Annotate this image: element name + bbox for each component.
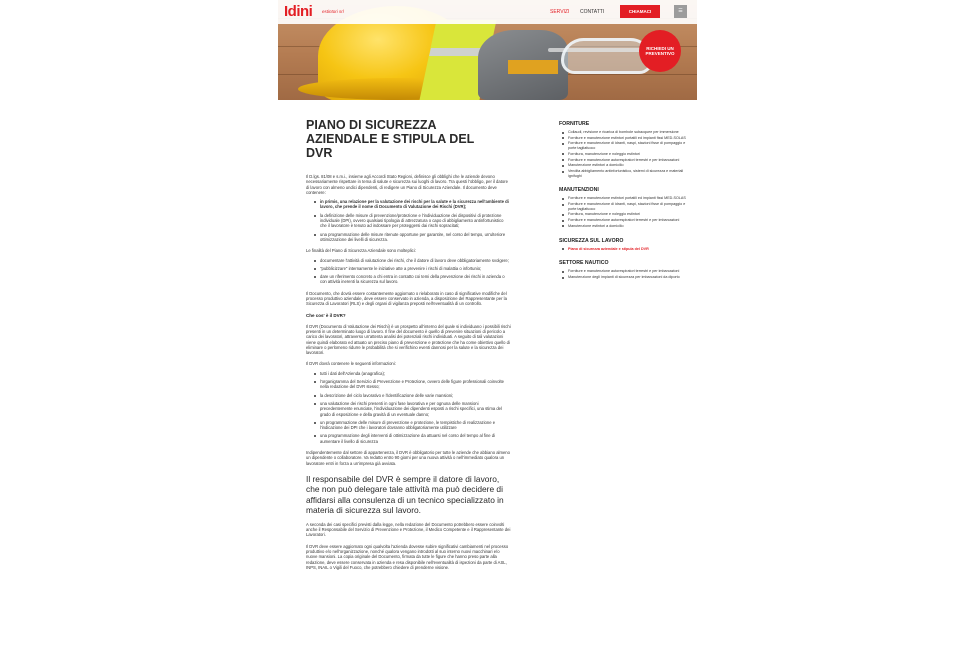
chiamaci-button[interactable]: CHIAMACI: [620, 5, 660, 18]
sidebar-link[interactable]: Manutenzione degli impianti di sicurezza per imbarcazioni da diporto: [562, 275, 694, 280]
list-item: tutti i dati dell'Azienda (anagrafica);: [314, 371, 511, 376]
dvr-subheading: Che cos' è il DVR?: [306, 312, 346, 318]
sidebar-link[interactable]: Fornitura, manutenzione e noleggio estintori: [562, 212, 694, 217]
list-item: documentare l'attività di valutazione dei rischi, che il datore di lavoro deve obbligatoriamente svolgere;: [314, 258, 511, 263]
sidebar-list-sicurezza: [562, 247, 694, 252]
sidebar-list-manutenzioni: [562, 196, 694, 228]
sidebar-link[interactable]: Fornitura, manutenzione e noleggio estintori: [562, 152, 694, 157]
list-item: una programmazione degli interventi di ottimizzazione da attuarsi nel corso del tempo al fine di aumentare il livello di sicurezza: [314, 433, 511, 444]
sidebar-heading-nautico: SETTORE NAUTICO: [559, 260, 609, 267]
nav-servizi[interactable]: SERVIZI: [550, 9, 570, 15]
sidebar-link[interactable]: Forniture e manutenzione estintori portatili ed impianti fissi MED-SOLAS: [562, 196, 694, 201]
intro-list: [314, 199, 511, 242]
sidebar-link[interactable]: Forniture e manutenzione di idranti, naspi, stazioni fisse di pompaggio e porte tagliafuoco: [562, 141, 694, 150]
list-item: l'organigramma del Servizio di Prevenzione e Protezione, ovvero delle figure professionali coinvolte nella redazione del DVR stesso;: [314, 379, 511, 390]
list-item: dare un riferimento concreto a chi entra in contatto coi temi della prevenzione dei rischi in azienda o con attività inerenti la sicurezza sul lavoro.: [314, 274, 511, 285]
list-item: "pubblicizzare" internamente le iniziative atte a prevenire i rischi di malattia o infortunio;: [314, 266, 511, 271]
documento-paragraph: Il Documento, che dovrà essere costantemente aggiornato o rielaborato in caso di significative modifiche del processo produttivo aziendale, deve essere conservato in azienda, a disposizione del Rappresentante per la Sicurezza di Lavoratori (RLS) e degli organi di vigilanza preposti nell'eventualità di un controllo.: [306, 290, 507, 307]
indipendentemente-paragraph: Indipendentemente dal settore di appartenenza, il DVR è obbligatorio per tutte le aziende che abbiano almeno un dipendente o collaboratore. Va redatto entro 90 giorni per una nuova attività o nell'immediato qualora un lavoratore entri in forza a un'impresa già avviata.: [306, 449, 510, 466]
sidebar-link-active[interactable]: Piano di sicurezza aziendale e stipula del DVR: [562, 247, 694, 252]
richiedi-preventivo-button[interactable]: RICHIEDI UN PREVENTIVO: [639, 30, 681, 72]
sidebar-heading-forniture: FORNITURE: [559, 121, 590, 127]
sidebar-link[interactable]: Forniture e manutenzione di idranti, naspi, stazioni fisse di pompaggio e porte tagliafuoco: [562, 202, 694, 211]
page-title: PIANO DI SICUREZZA AZIENDALE E STIPULA DEL DVR: [306, 118, 475, 160]
sidebar-list-nautico: [562, 269, 694, 279]
sidebar: [559, 121, 694, 281]
seconda-paragraph: A seconda dei casi specifici previsti dalla legge, nella redazione del Documento potrebbero essere coinvolti anche il Responsabile del Servizio di Prevenzione e Protezione, il Medico Competente e il Rappresentante dei Lavoratori.: [306, 521, 511, 538]
sidebar-link[interactable]: Vendita abbigliamento antinfortunistico, sistemi di sicurezza e materiali ignifughi: [562, 169, 694, 178]
page: [278, 0, 697, 650]
sidebar-link[interactable]: Forniture e manutenzione estintori portatili ed impianti fissi MED-SOLAS: [562, 136, 694, 141]
hamburger-menu-icon[interactable]: ☰: [674, 5, 687, 18]
list-item: la descrizione del ciclo lavorativo e l'identificazione delle varie mansioni;: [314, 393, 511, 398]
glove-cuff-image: [508, 60, 558, 74]
hero-banner: [278, 0, 697, 100]
contenere-list: [314, 371, 511, 444]
finalita-paragraph: Le finalità del Piano di Sicurezza Aziendale sono molteplici:: [306, 248, 416, 254]
dvr-paragraph: Il DVR (Documento di Valutazione dei Rischi) è un prospetto all'interno del quale si individuano i possibili rischi presenti in un determinato luogo di lavoro. Il fine del documento è quello di prevenire situazioni di pericolo a carico dei lavoratori, attraverso un'attenta analisi dei potenziali rischi individuati. A seguito di tali valutazioni viene quindi elaborato ed attuato un preciso piano di prevenzione e protezione che ha come obiettivo quello di eliminare o perlomeno ridurre le probabilità che si verifichino eventi dannosi per la salute e la sicurezza dei lavoratori.: [306, 323, 511, 356]
contenere-paragraph: Il DVR dovrà contenere le seguenti informazioni:: [306, 361, 396, 367]
list-item: una valutazione dei rischi presenti in ogni fase lavorativa e per ognuna delle mansioni precedentemente enunciate, l'individuazione dei dipendenti esposti a rischi specifici, una stima del grado di esposizione e della gravità di un eventuale danno;: [314, 401, 511, 417]
intro-paragraph: Il D.lgs. 81/08 e s.m.i., insieme agli Accordi Stato Regioni, definisce gli obblighi che le aziende devono necessariamente rispettare in tema di salute e sicurezza sui luoghi di lavoro. Tra questi l'obbligo, per il datore di lavoro con almeno undici dipendenti, di redigere un Piano di Sicurezza Aziendale. Il documento deve contenere:: [306, 174, 508, 195]
sidebar-list-forniture: [562, 130, 694, 178]
list-item: la definizione delle misure di prevenzione/protezione e l'individuazione dei dispositivi di protezione individuale (DPI), ovvero qualsiasi tipologia di attrezzatura o capo di abbigliamento antinfortunistico che il lavoratore è tenuto ad indossare per proteggersi dai rischi sopracitati;: [314, 213, 511, 229]
list-item: un programmazione delle misure di prevenzione e protezione, le tempistiche di realizzazione e l'indicazione dei DPI che i lavoratori dovranno obbligatoriamente utilizzare: [314, 420, 511, 431]
nav-contatti[interactable]: CONTATTI: [580, 9, 605, 15]
sidebar-link[interactable]: Forniture e manutenzione autorespiratori terrestri e per imbarcazioni: [562, 158, 694, 163]
sidebar-link[interactable]: Forniture e manutenzione autorespiratori terrestri e per imbarcazioni: [562, 269, 694, 274]
aggiornato-paragraph: Il DVR deve essere aggiornato ogni qualvolta l'azienda dovesse subire significativi cambiamenti nel processo produttivo e/o nell'organizzazione, nonché qualora vengano introdotti al suo interno nuovi macchinari e/o nuove mansioni. La copia originale del Documento, firmata da tutte le figure che hanno preso parte alla redazione, deve essere conservata in azienda e resa disponibile nell'eventualità di ispezioni da parte di ASL, INPS, INAIL o Vigili del Fuoco, che potrebbero chiedere di prenderne visione.: [306, 543, 509, 570]
sidebar-link[interactable]: Manutenzione estintori a domicilio: [562, 163, 694, 168]
sidebar-heading-manutenzioni: MANUTENZIONI: [559, 187, 599, 194]
list-item: in primis, una relazione per la valutazione dei rischi per la salute e la sicurezza nell'ambiente di lavoro, che prende il nome di Documento di Valutazione dei Rischi (DVR);: [314, 199, 511, 210]
logo[interactable]: Idini: [284, 3, 313, 20]
highlight-quote: Il responsabile del DVR è sempre il datore di lavoro, che non può delegare tale attività ma può decidere di affidarsi alla consulenza di un tecnico specializzato in materia di sicurezza sul lavoro.: [306, 473, 504, 516]
logo-subtitle: estintori srl: [322, 9, 344, 14]
top-navigation-bar: [278, 0, 697, 24]
sidebar-link[interactable]: Manutenzione estintori a domicilio: [562, 224, 694, 229]
list-item: una programmazione delle misure ritenute opportune per garantire, nel corso del tempo, un'ulteriore ottimizzazione dei livelli di sicurezza.: [314, 232, 511, 243]
main-content: [306, 118, 511, 570]
sidebar-heading-sicurezza: SICUREZZA SUL LAVORO: [559, 237, 624, 244]
sidebar-link[interactable]: Collaudi, revisione e ricarica di bombole subacquee per immersione: [562, 130, 694, 135]
sidebar-link[interactable]: Forniture e manutenzione autorespiratori terrestri e per imbarcazioni: [562, 218, 694, 223]
finalita-list: [314, 258, 511, 285]
